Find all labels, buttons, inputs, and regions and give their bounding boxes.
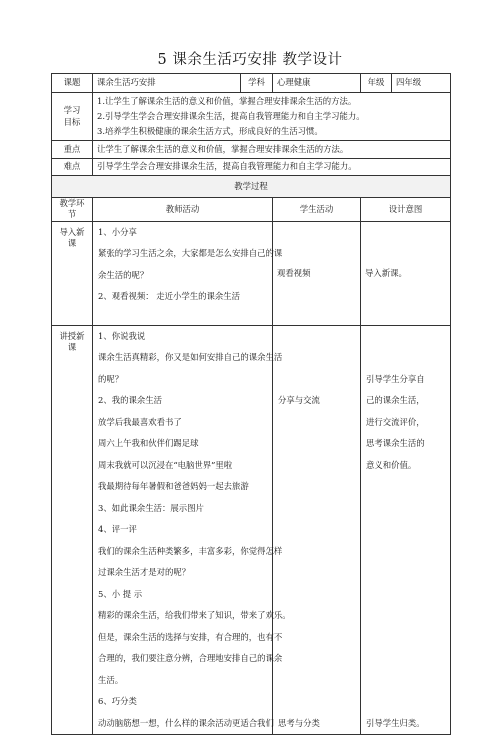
objectives-label: 学习 目标 [52,93,93,141]
intro-row [52,221,451,325]
process-title-row [52,176,451,198]
subject-label: 学科 [241,74,273,93]
intro-stage: 导入新课 [52,221,93,325]
lesson-student-activity-2: 思考与分类 [278,717,320,728]
difficulty-row [52,159,451,176]
difficulty-text: 引导学生学会合理安排课余生活，提高自我管理能力和自主学习能力。 [93,159,451,176]
objective-item: 2.引导学生学会合理安排课余生活，提高自我管理能力和自主学习能力。 [97,111,365,121]
grade-value: 四年级 [392,74,451,93]
process-header-row [52,198,451,222]
grade-label: 年级 [361,74,392,93]
key-point-row [52,141,451,159]
topic-value: 课余生活巧安排 [93,74,241,93]
intro-student-activity: 观看视频 [273,221,361,325]
lesson-teacher-activity: 1、你说我说 课余生活真精彩，你又是如何安排自己的课余生活 的呢？ 2、我的课余生活 放学后我最喜欢看书了 周六上午我和伙伴们踢足球 周末我就可以沉浸在“电脑世界”里啦 我最期待每年暑假和爸爸妈妈一起去旅游 3、如此课余生活：展示图片 4、评一评 我们的课余生活种类繁多，丰富多彩，你觉得怎样 过课余生活才是对的呢？ 5、小 提 示 精彩的课余生活，给我们带来了知识，带来了欢乐。 但是，课余生活的选择与安排，有合理的，也有不 合理的，我们要注意分辨，合理地安排自己的课余 生活。 6、巧分类 动动脑筋想一想，什么样的课余活动更适合我们 [93,325,273,735]
header-stage: 教学环节 [52,198,93,222]
document-title: 5 课余生活巧安排 教学设计 [157,52,343,68]
header-student: 学生活动 [273,198,361,222]
subject-value: 心理健康 [273,74,361,93]
key-point-text: 让学生了解课余生活的意义和价值，掌握合理安排课余生活的方法。 [93,141,451,159]
objective-item: 1.让学生了解课余生活的意义和价值，掌握合理安排课余生活的方法。 [97,96,357,106]
lesson-student-activity [273,325,361,735]
info-row [52,74,451,93]
lesson-design-intent: 引导学生分享自 己的课余生活， 进行交流评价， 思考课余生活的 意义和价值。 引导学生归类。 [361,325,451,735]
lesson-student-activity-1: 分享与交流 [278,395,320,406]
intro-teacher-activity: 1、小分享 紧张的学习生活之余，大家都是怎么安排自己的课 余生活的呢？ 2、观看视频： 走近小学生的课余生活 [93,221,273,325]
objectives-row [52,93,451,141]
lesson-design-intent-2: 引导学生归类。 [366,717,425,728]
header-teacher: 教师活动 [93,198,273,222]
objectives-list [93,93,451,141]
intro-design-intent: 导入新课。 [361,221,451,325]
process-title: 教学过程 [52,176,451,198]
topic-label: 课题 [52,74,93,93]
objective-item: 3.培养学生积极健康的课余生活方式，形成良好的生活习惯。 [97,126,323,136]
header-intent: 设计意图 [361,198,451,222]
lesson-row [52,325,451,735]
difficulty-label: 难点 [52,159,93,176]
lesson-plan-table [51,73,451,735]
key-point-label: 重点 [52,141,93,159]
lesson-stage: 讲授新课 [52,325,93,735]
